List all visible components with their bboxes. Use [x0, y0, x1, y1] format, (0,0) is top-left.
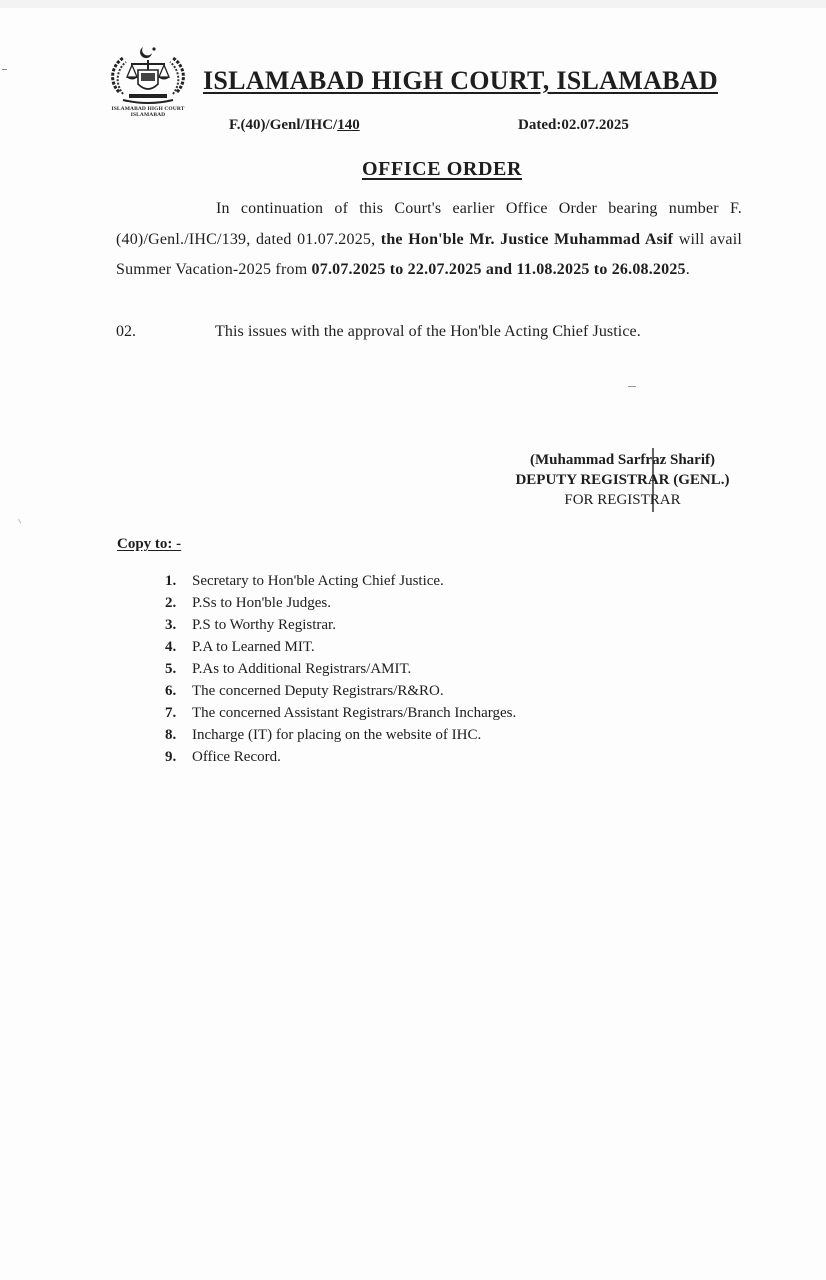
list-item — [165, 614, 516, 636]
list-item — [165, 636, 516, 658]
reference-number — [229, 117, 360, 134]
list-item-text: Secretary to Hon'ble Acting Chief Justice. — [192, 573, 444, 589]
emblem-caption — [100, 106, 196, 118]
emblem-icon — [105, 44, 191, 106]
order-date: Dated:02.07.2025 — [518, 117, 629, 133]
court-title: ISLAMABAD HIGH COURT, ISLAMABAD — [203, 66, 718, 95]
reference-serial: 140 — [337, 117, 360, 133]
list-item-number: 8. — [165, 727, 177, 743]
list-item-number: 6. — [165, 683, 177, 699]
list-item-number: 2. — [165, 595, 177, 611]
scan-edge-mark — [2, 69, 7, 70]
paragraph-2-number: 02. — [116, 323, 136, 340]
reference-prefix: F.(40)/Genl/IHC/ — [229, 117, 338, 133]
list-item-text: The concerned Deputy Registrars/R&RO. — [192, 683, 444, 699]
emblem-caption-line2: ISLAMABAD — [130, 112, 166, 118]
list-item-text: P.Ss to Hon'ble Judges. — [192, 595, 331, 611]
list-item-number: 5. — [165, 661, 177, 677]
list-item — [165, 570, 516, 592]
pen-stroke-icon — [652, 448, 654, 512]
list-item-text: P.As to Additional Registrars/AMIT. — [192, 661, 412, 677]
para1-vacation-dates: 07.07.2025 to 22.07.2025 and 11.08.2025 to 26.08.2025 — [311, 261, 686, 278]
list-item — [165, 702, 516, 724]
para1-judge-name: the Hon'ble Mr. Justice Muhammad Asif — [380, 230, 674, 248]
list-item-text: Office Record. — [192, 749, 281, 765]
list-item-text: P.S to Worthy Registrar. — [192, 617, 336, 633]
list-item — [165, 658, 516, 680]
list-item-number: 4. — [165, 639, 177, 655]
scan-tick-mark — [18, 517, 24, 523]
para1-text-1: In continuation of this Court's earlier Office Order bearing number F.(40)/Genl./IHC/139, dated 01.07.2025, — [116, 200, 742, 248]
scan-top-strip — [0, 0, 826, 8]
scan-dash-mark — [628, 386, 636, 387]
list-item — [165, 724, 516, 746]
list-item-number: 1. — [165, 573, 177, 589]
signatory-name: (Muhammad Sarfraz Sharif) — [530, 452, 715, 468]
signatory-designation: DEPUTY REGISTRAR (GENL.) — [515, 472, 730, 488]
list-item — [165, 592, 516, 614]
para1-text-2: will avail Summer Vacation-2025 from — [116, 230, 742, 278]
emblem-caption-line1: ISLAMABAD HIGH COURT — [111, 106, 185, 112]
list-item-text: P.A to Learned MIT. — [192, 639, 315, 655]
court-emblem-logo — [100, 44, 196, 120]
list-item — [165, 680, 516, 702]
list-item-number: 9. — [165, 749, 177, 765]
order-paragraph-1 — [116, 194, 742, 286]
list-item-number: 3. — [165, 617, 177, 633]
list-item-number: 7. — [165, 705, 177, 721]
list-item-text: Incharge (IT) for placing on the website of IHC. — [192, 727, 482, 743]
order-title: OFFICE ORDER — [362, 158, 522, 180]
signatory-for-line: FOR REGISTRAR — [564, 492, 681, 508]
copy-to-list — [165, 570, 516, 768]
copy-to-heading: Copy to: - — [117, 536, 182, 552]
para1-text-3: . — [685, 261, 690, 278]
paragraph-2-text: This issues with the approval of the Hon'ble Acting Chief Justice. — [215, 323, 641, 340]
signature-block — [490, 450, 755, 510]
list-item-text: The concerned Assistant Registrars/Branch Incharges. — [192, 705, 517, 721]
list-item — [165, 746, 516, 768]
